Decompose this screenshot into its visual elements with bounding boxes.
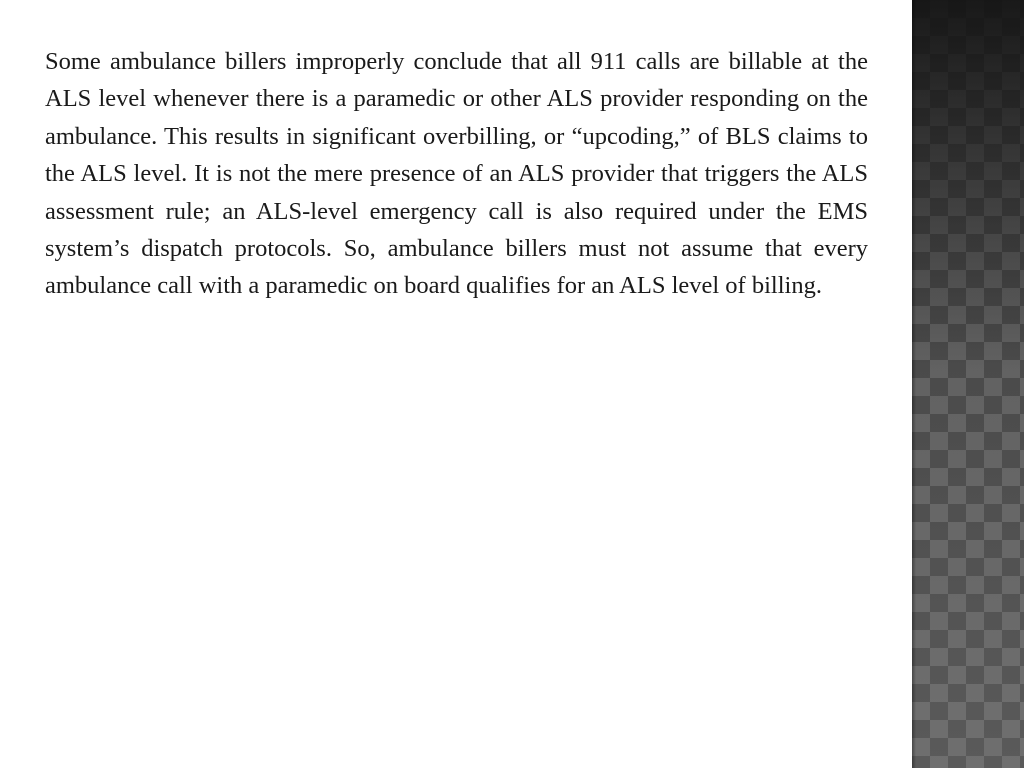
decorative-side-band <box>912 0 1024 768</box>
side-band-shadow <box>912 0 916 768</box>
slide-content <box>45 43 868 305</box>
body-paragraph: Some ambulance billers improperly conclude that all 911 calls are billable at the ALS level whenever there is a paramedic or other ALS provider responding on the ambulance. This results in significant overbilling, or “upcoding,” of BLS claims to the ALS level. It is not the mere presence of an ALS provider that triggers the ALS assessment rule; an ALS-level emergency call is also required under the EMS system’s dispatch protocols. So, ambulance billers must not assume that every ambulance call with a paramedic on board qualifies for an ALS level of billing. <box>45 48 868 300</box>
